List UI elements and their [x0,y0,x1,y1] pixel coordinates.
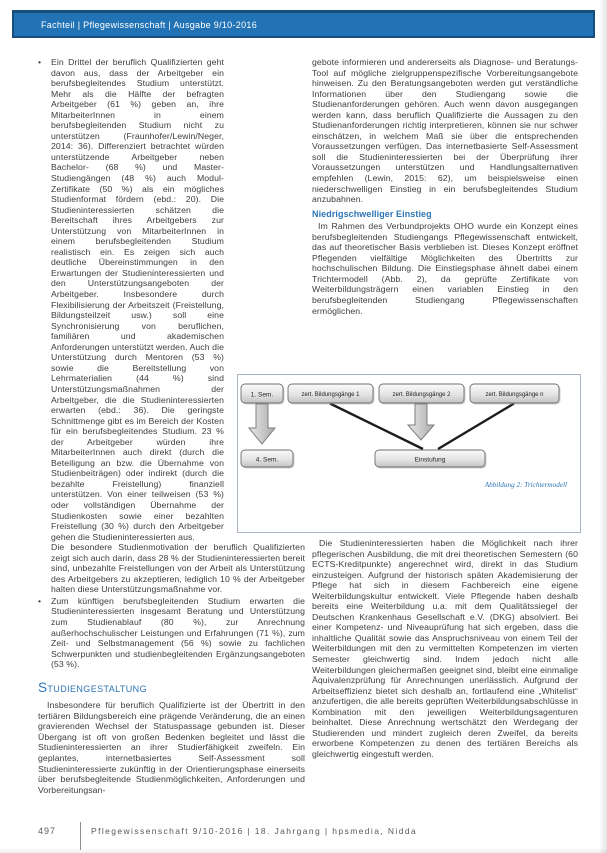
fig-label-course-n: zert. Bildungsgänge n [485,392,544,398]
fig-label-course-2: zert. Bildungsgänge 2 [392,392,451,398]
header-bar [12,10,595,38]
bullet-text: Zum künftigen berufsbegleitenden Studium erwarten die Studieninteressierten insgesamt Beratung und Unterstützung zum Studienablauf (80 %), zur Anrechnung außerhochschulischer Leistungen und Erfahrungen (71 %), zum Zeit- und Selbstmanagement (56 %) sowie zu fachlichen Schwerpunkten und studienbegleitenden Ergänzungsangeboten (53 %). [51,595,305,670]
body-text: Die besondere Studienmotivation der beruflich Qualifizierten zeigt sich auch darin, dass 28 % der Studieninteressierten bereit sind, unbezahlte Freistellungen von der Arbeit als Unterstützung des Arbeitgebers zu akzeptieren, lediglich 10 % der Arbeitgeber halten diese Unterstützungsmaßnahme vor. [51,542,305,595]
body-text: Die Studieninteressierten haben die Möglichkeit nach ihrer pflegerischen Ausbildung, die mit drei theoretischen Semestern (60 ECTS-Kreditpunkte) angerechnet wird, direkt in das Studium einzusteigen. Aufgrund der historisch späten Akademisierung der Pflege hat sich in diesem Fachbereich eine eigene Weiterbildungskultur entwickelt. Viele Pflegende haben deshalb bereits eine Weiterbildung u.a. mit dem Qualitätssiegel der Deutschen Krankenhaus Gesellschaft e.V. (DKG) absolviert. Bei einer Kompetenz- und Niveauprüfung hat sich ergeben, dass die inhaltliche Qualität sowie das Anspruchsniveau von einem Teil der Weiterbildungen mit den zu vermittelten Kompetenzen im vierten Semester gleichwertig sind. Indem jedoch nicht alle Weiterbildungen gleichermaßen geeignet sind, bleibt eine einmalige Äquivalenzprüfung für Anrechnungen unerlässlich. Aufgrund der Arbeitseffizienz bietet sich deshalb an, fortlaufend eine „Whitelist“ anzufertigen, die alle bereits geprüften Weiterbildungsabschlüsse in Kombination mit den jeweiligen Weiterbildungsagenturen beinhaltet. Diese Anrechnung wertschätzt den Werdegang der Studierenden und mindert zugleich deren Zweifel, da bereits erworbene Kompetenzen zu denen des tertiären Bereichs als gleichwertig eingestuft werden. [312,538,578,759]
bullet-item-2 [38,596,305,670]
body-text: auch direkt (durch die Beteiligung an bzw. die Übernahme von Studienbeiträgen) oder indirekt (durch die bezahlte Freistellung) finanziell unterstützen. Von einer teilweisen (53 %) oder vollständigen Übernahme der Studienkosten sowie einer bezahlten Freistellung (30 %) durch den Arbeitgeber gehen die Studieninteressierten aus. [51,447,224,542]
column-right [312,57,578,316]
figure-trichtermodell [237,374,581,533]
header-title: Fachteil | Pflegewissenschaft | Ausgabe 9/10-2016 [41,19,257,30]
page-edge-shadow-bottom [0,848,607,853]
fig-label-placement: Einstufung [414,456,446,464]
journal-info: Pflegewissenschaft 9/10-2016 | 18. Jahrgang | hpsmedia, Nidda [91,826,418,836]
bullet-marker: • [38,595,42,606]
body-text: Im Rahmen des Verbundprojekts OHO wurde ein Konzept eines berufsbegleitenden Studiengangs Pflegewissenschaft entwickelt, das auf theoretischer Basis verblieben ist. Dieses Konzept eröffnet Pflegenden vielfältige Möglichkeiten des Übertritts zur hochschulischen Bildung. Die Einstiegsphase ähnelt dabei einem Trichtermodell (Abb. 2), da geprüfte Zertifikate von Weiterbildungsträgern einen variablen Einstieg in den berufsbegleitenden Studiengang Pflegewissenschaften ermöglichen. [312,221,578,316]
sub-heading-niedrigschwelliger-einstieg: Niedrigschwelliger Einstieg [312,208,432,219]
fig-label-sem-entry: 4. Sem. [255,456,279,464]
body-text: Insbesondere für beruflich Qualifizierte ist der Übertritt in den tertiären Bildungsbereich eine prägende Veränderung, die an einen gravierenden Wechsel der Statuspassage gebunden ist. Dieser Übergang ist oft von großen Bedenken begleitet und lässt die Studieninteressierten an ihrer Studierfähigkeit zweifeln. Ein geplantes, internetbasiertes Self-Assessment soll Studieninteressierte zukünftig in der Orientierungsphase einerseits über berufsbegleitende Studienmöglichkeiten, Anforderungen und Vorbereitungsan- [38,700,305,795]
footer [0,824,607,850]
footer-divider [80,822,81,850]
body-text: Ein Drittel der beruflich Qualifizierten geht davon aus, dass der Arbeitgeber ein berufsbegleitendes Studium unterstützt. Mehr als die Hälfte der befragten Arbeitgeber (61 %) geben an, ihre MitarbeiterInnen in einem berufsbegleitenden Studium nicht zu unterstützen (Fraunhofer/Lewin/Neger, 2014: 36). Differenziert betrachtet würden unterstützende Arbeitgeber neben Bachelor- (68 %) und Master-Studiengängen (48 %) auch Modul-Zertifikate (50 %) als ein mögliches Studienformat fördern (ebd.: 20). Die Studieninteressierten schätzen die Bereitschaft ihres Arbeitgebers zur Unterstützung von MitarbeiterInnen in einem berufsbegleitenden Studium realistisch ein. Es zeigen sich auch deutliche Übereinstimmungen in den Erwartungen der Studieninteressierten und den Unterstützungsangeboten der Arbeitgeber. Insbesondere durch Flexibilisierung der Arbeitszeit (Freistellung, Bildungsteilzeit usw.) soll eine Synchronisierung von beruflichen, familiären und akademischen Anforderungen unterstützt werden. Auch die Unterstützung durch Mentoren (53 %) sowie die Bereitstellung von Lehrmaterialien (44 %) sind Unterstützungsmaßnahmen der Arbeitgeber, die die Studieninteressierten erwarten (ebd.: 36). Die geringste Schnittmenge gibt es im Bereich der Kosten für ein berufsbegleitendes Studium. 23 % der Arbeitgeber würden ihre MitarbeiterInnen [51,57,224,458]
page-edge-shadow-right [599,0,607,853]
body-text: gebote informieren und andererseits als Diagnose- und Beratungs-Tool auf mögliche zielgruppenspezifische Vorbereitungsangebote hinweisen. Zu den Beratungsangeboten werden gut verständliche Informationen über den Studiengang sowie die Studienanforderungen gehören. Auch wenn davon ausgegangen werden kann, dass beruflich Qualifizierte die Aussagen zu den Studienanforderungen richtig interpretieren, können sie nur schwer einschätzen, in welchem Maß sie über die entsprechenden Voraussetzungen verfügen. Das internetbasierte Self-Assessment soll die Studieninteressierten bei der Überprüfung ihrer Voraussetzungen unterstützen und Handlungsalternativen empfehlen (Lewin, 2015: 62), um beispielsweise einen niederschwelligen Einstieg in ein berufsbegleitendes Studium anzubahnen. [312,57,578,205]
bullet-marker: • [38,57,42,67]
page-number: 497 [38,826,57,836]
fig-label-sem-start: 1. Sem. [250,391,274,399]
section-heading-studiengestaltung: Studiengestaltung [38,679,147,695]
fig-label-course-1: zert. Bildungsgänge 1 [301,392,360,398]
figure-caption: Abbildung 2: Trichtermodell [484,481,567,489]
funnel-diagram [237,374,581,533]
